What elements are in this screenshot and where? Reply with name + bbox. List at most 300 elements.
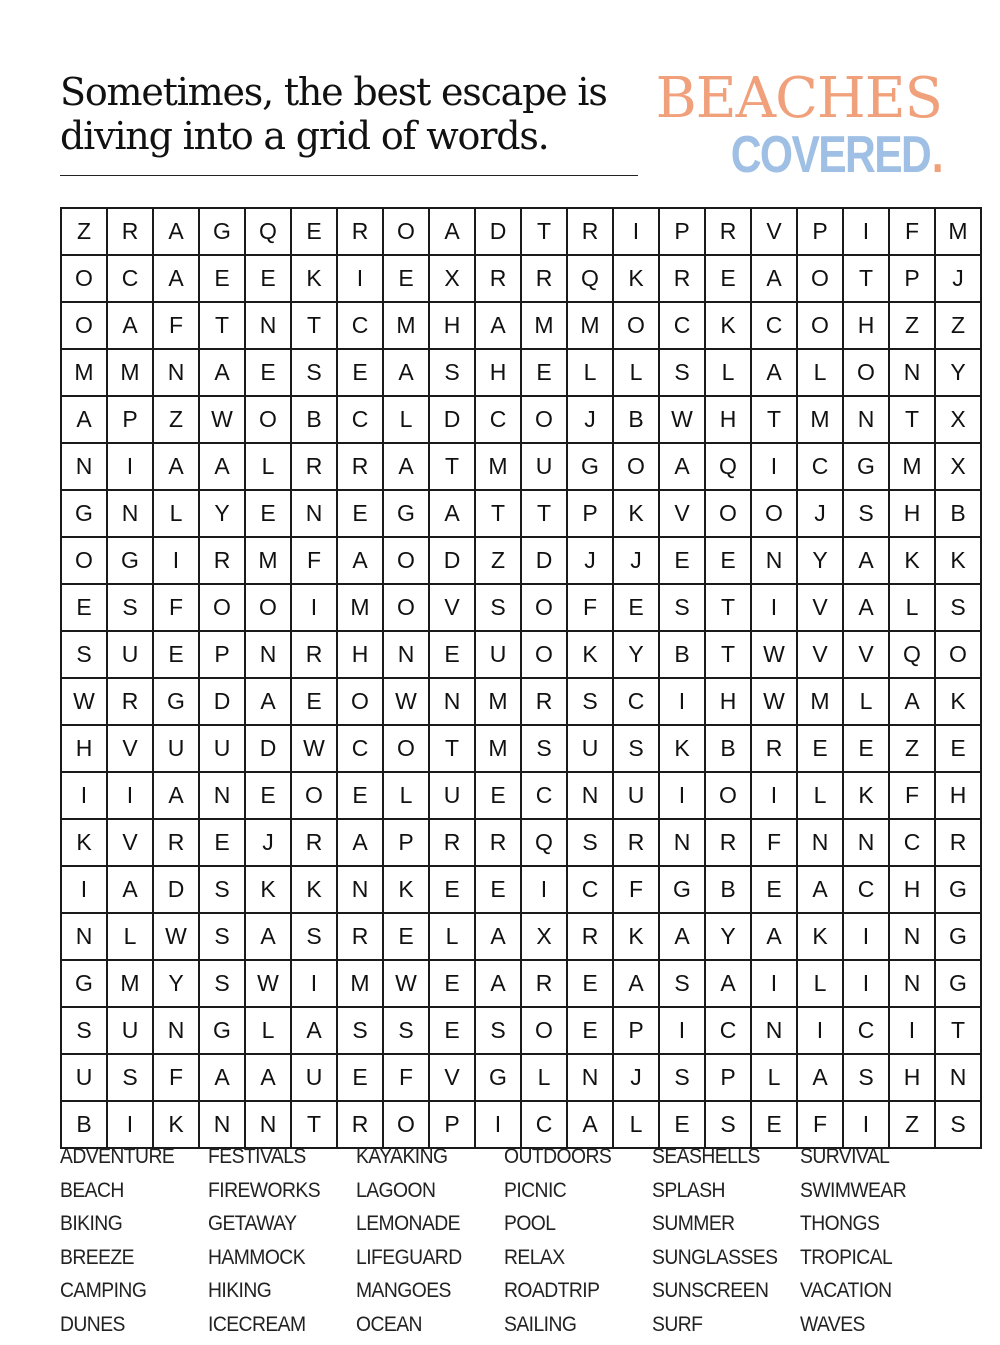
- grid-cell[interactable]: L: [613, 349, 659, 396]
- grid-cell[interactable]: S: [337, 1007, 383, 1054]
- grid-cell[interactable]: R: [337, 913, 383, 960]
- grid-cell[interactable]: H: [889, 490, 935, 537]
- grid-cell[interactable]: W: [751, 631, 797, 678]
- grid-cell[interactable]: S: [659, 960, 705, 1007]
- grid-cell[interactable]: P: [107, 396, 153, 443]
- grid-cell[interactable]: B: [613, 396, 659, 443]
- grid-cell[interactable]: A: [245, 913, 291, 960]
- grid-cell[interactable]: R: [705, 208, 751, 255]
- grid-cell[interactable]: E: [429, 631, 475, 678]
- grid-cell[interactable]: L: [797, 772, 843, 819]
- grid-cell[interactable]: K: [889, 537, 935, 584]
- grid-cell[interactable]: N: [337, 866, 383, 913]
- grid-cell[interactable]: R: [659, 255, 705, 302]
- grid-cell[interactable]: A: [199, 349, 245, 396]
- grid-cell[interactable]: E: [797, 725, 843, 772]
- grid-cell[interactable]: M: [567, 302, 613, 349]
- grid-cell[interactable]: N: [659, 819, 705, 866]
- grid-cell[interactable]: M: [337, 960, 383, 1007]
- grid-cell[interactable]: L: [245, 1007, 291, 1054]
- grid-cell[interactable]: E: [245, 255, 291, 302]
- grid-cell[interactable]: A: [751, 349, 797, 396]
- grid-cell[interactable]: O: [337, 678, 383, 725]
- grid-cell[interactable]: E: [659, 1101, 705, 1148]
- grid-cell[interactable]: G: [843, 443, 889, 490]
- grid-cell[interactable]: E: [337, 349, 383, 396]
- grid-cell[interactable]: S: [475, 584, 521, 631]
- grid-cell[interactable]: Y: [705, 913, 751, 960]
- grid-cell[interactable]: I: [659, 678, 705, 725]
- grid-cell[interactable]: V: [751, 208, 797, 255]
- grid-cell[interactable]: K: [61, 819, 107, 866]
- grid-cell[interactable]: R: [751, 725, 797, 772]
- grid-cell[interactable]: E: [659, 537, 705, 584]
- grid-cell[interactable]: P: [199, 631, 245, 678]
- grid-cell[interactable]: B: [935, 490, 981, 537]
- grid-cell[interactable]: R: [475, 819, 521, 866]
- grid-cell[interactable]: N: [199, 1101, 245, 1148]
- grid-cell[interactable]: E: [383, 255, 429, 302]
- grid-cell[interactable]: A: [337, 537, 383, 584]
- grid-cell[interactable]: T: [199, 302, 245, 349]
- grid-cell[interactable]: E: [153, 631, 199, 678]
- grid-cell[interactable]: O: [797, 255, 843, 302]
- grid-cell[interactable]: C: [337, 396, 383, 443]
- grid-cell[interactable]: R: [107, 208, 153, 255]
- grid-cell[interactable]: N: [567, 1054, 613, 1101]
- grid-cell[interactable]: N: [245, 631, 291, 678]
- grid-cell[interactable]: O: [61, 537, 107, 584]
- grid-cell[interactable]: K: [935, 678, 981, 725]
- grid-cell[interactable]: J: [797, 490, 843, 537]
- grid-cell[interactable]: I: [291, 960, 337, 1007]
- grid-cell[interactable]: S: [199, 960, 245, 1007]
- grid-cell[interactable]: L: [889, 584, 935, 631]
- grid-cell[interactable]: H: [935, 772, 981, 819]
- grid-cell[interactable]: R: [153, 819, 199, 866]
- grid-cell[interactable]: M: [797, 678, 843, 725]
- grid-cell[interactable]: I: [843, 913, 889, 960]
- grid-cell[interactable]: W: [61, 678, 107, 725]
- grid-cell[interactable]: E: [199, 255, 245, 302]
- grid-cell[interactable]: M: [935, 208, 981, 255]
- grid-cell[interactable]: K: [797, 913, 843, 960]
- grid-cell[interactable]: A: [797, 866, 843, 913]
- grid-cell[interactable]: S: [843, 490, 889, 537]
- grid-cell[interactable]: M: [797, 396, 843, 443]
- grid-cell[interactable]: C: [567, 866, 613, 913]
- grid-cell[interactable]: E: [337, 1054, 383, 1101]
- grid-cell[interactable]: L: [751, 1054, 797, 1101]
- grid-cell[interactable]: T: [935, 1007, 981, 1054]
- grid-cell[interactable]: A: [383, 443, 429, 490]
- grid-cell[interactable]: F: [153, 584, 199, 631]
- grid-cell[interactable]: J: [935, 255, 981, 302]
- grid-cell[interactable]: N: [889, 349, 935, 396]
- grid-cell[interactable]: C: [843, 866, 889, 913]
- grid-cell[interactable]: W: [383, 678, 429, 725]
- grid-cell[interactable]: B: [705, 725, 751, 772]
- grid-cell[interactable]: C: [475, 396, 521, 443]
- grid-cell[interactable]: F: [889, 208, 935, 255]
- grid-cell[interactable]: I: [843, 960, 889, 1007]
- grid-cell[interactable]: A: [383, 349, 429, 396]
- grid-cell[interactable]: A: [797, 1054, 843, 1101]
- grid-cell[interactable]: W: [199, 396, 245, 443]
- grid-cell[interactable]: Y: [797, 537, 843, 584]
- grid-cell[interactable]: L: [843, 678, 889, 725]
- grid-cell[interactable]: N: [429, 678, 475, 725]
- grid-cell[interactable]: R: [567, 208, 613, 255]
- grid-cell[interactable]: U: [475, 631, 521, 678]
- grid-cell[interactable]: T: [291, 1101, 337, 1148]
- grid-cell[interactable]: I: [61, 866, 107, 913]
- grid-cell[interactable]: I: [291, 584, 337, 631]
- grid-cell[interactable]: I: [107, 1101, 153, 1148]
- grid-cell[interactable]: G: [935, 913, 981, 960]
- grid-cell[interactable]: E: [291, 678, 337, 725]
- grid-cell[interactable]: I: [751, 584, 797, 631]
- grid-cell[interactable]: V: [797, 584, 843, 631]
- grid-cell[interactable]: K: [291, 866, 337, 913]
- grid-cell[interactable]: H: [61, 725, 107, 772]
- grid-cell[interactable]: U: [291, 1054, 337, 1101]
- grid-cell[interactable]: A: [245, 678, 291, 725]
- grid-cell[interactable]: V: [429, 1054, 475, 1101]
- grid-cell[interactable]: I: [843, 1101, 889, 1148]
- grid-cell[interactable]: N: [153, 349, 199, 396]
- grid-cell[interactable]: B: [61, 1101, 107, 1148]
- grid-cell[interactable]: B: [705, 866, 751, 913]
- grid-cell[interactable]: X: [429, 255, 475, 302]
- grid-cell[interactable]: E: [751, 866, 797, 913]
- grid-cell[interactable]: O: [705, 490, 751, 537]
- grid-cell[interactable]: C: [613, 678, 659, 725]
- grid-cell[interactable]: N: [797, 819, 843, 866]
- grid-cell[interactable]: P: [567, 490, 613, 537]
- grid-cell[interactable]: S: [659, 584, 705, 631]
- grid-cell[interactable]: A: [245, 1054, 291, 1101]
- grid-cell[interactable]: A: [107, 866, 153, 913]
- grid-cell[interactable]: S: [199, 866, 245, 913]
- grid-cell[interactable]: E: [521, 349, 567, 396]
- grid-cell[interactable]: A: [889, 678, 935, 725]
- grid-cell[interactable]: R: [613, 819, 659, 866]
- grid-cell[interactable]: G: [567, 443, 613, 490]
- grid-cell[interactable]: R: [291, 819, 337, 866]
- grid-cell[interactable]: O: [935, 631, 981, 678]
- grid-cell[interactable]: M: [107, 349, 153, 396]
- grid-cell[interactable]: E: [337, 772, 383, 819]
- grid-cell[interactable]: R: [521, 255, 567, 302]
- grid-cell[interactable]: V: [107, 725, 153, 772]
- grid-cell[interactable]: O: [521, 631, 567, 678]
- grid-cell[interactable]: W: [751, 678, 797, 725]
- grid-cell[interactable]: M: [245, 537, 291, 584]
- grid-cell[interactable]: S: [659, 349, 705, 396]
- grid-cell[interactable]: F: [153, 302, 199, 349]
- grid-cell[interactable]: P: [889, 255, 935, 302]
- grid-cell[interactable]: T: [521, 490, 567, 537]
- grid-cell[interactable]: S: [61, 631, 107, 678]
- grid-cell[interactable]: K: [613, 913, 659, 960]
- grid-cell[interactable]: R: [337, 208, 383, 255]
- grid-cell[interactable]: I: [659, 1007, 705, 1054]
- grid-cell[interactable]: K: [567, 631, 613, 678]
- grid-cell[interactable]: R: [567, 913, 613, 960]
- grid-cell[interactable]: X: [935, 396, 981, 443]
- grid-cell[interactable]: T: [751, 396, 797, 443]
- grid-cell[interactable]: V: [107, 819, 153, 866]
- grid-cell[interactable]: N: [61, 913, 107, 960]
- grid-cell[interactable]: R: [705, 819, 751, 866]
- grid-cell[interactable]: K: [613, 490, 659, 537]
- grid-cell[interactable]: M: [889, 443, 935, 490]
- grid-cell[interactable]: N: [61, 443, 107, 490]
- grid-cell[interactable]: Y: [613, 631, 659, 678]
- grid-cell[interactable]: N: [935, 1054, 981, 1101]
- grid-cell[interactable]: A: [843, 537, 889, 584]
- grid-cell[interactable]: C: [107, 255, 153, 302]
- grid-cell[interactable]: G: [475, 1054, 521, 1101]
- grid-cell[interactable]: S: [705, 1101, 751, 1148]
- grid-cell[interactable]: D: [521, 537, 567, 584]
- grid-cell[interactable]: I: [613, 208, 659, 255]
- grid-cell[interactable]: E: [245, 349, 291, 396]
- grid-cell[interactable]: I: [889, 1007, 935, 1054]
- grid-cell[interactable]: C: [705, 1007, 751, 1054]
- grid-cell[interactable]: O: [383, 725, 429, 772]
- grid-cell[interactable]: S: [291, 913, 337, 960]
- grid-cell[interactable]: G: [153, 678, 199, 725]
- grid-cell[interactable]: H: [337, 631, 383, 678]
- grid-cell[interactable]: S: [107, 584, 153, 631]
- grid-cell[interactable]: A: [153, 255, 199, 302]
- grid-cell[interactable]: Z: [475, 537, 521, 584]
- grid-cell[interactable]: U: [199, 725, 245, 772]
- grid-cell[interactable]: F: [889, 772, 935, 819]
- grid-cell[interactable]: P: [613, 1007, 659, 1054]
- grid-cell[interactable]: O: [521, 396, 567, 443]
- grid-cell[interactable]: I: [659, 772, 705, 819]
- grid-cell[interactable]: A: [153, 208, 199, 255]
- grid-cell[interactable]: P: [705, 1054, 751, 1101]
- grid-cell[interactable]: E: [751, 1101, 797, 1148]
- grid-cell[interactable]: V: [843, 631, 889, 678]
- grid-cell[interactable]: I: [843, 208, 889, 255]
- grid-cell[interactable]: J: [567, 537, 613, 584]
- grid-cell[interactable]: W: [291, 725, 337, 772]
- grid-cell[interactable]: F: [153, 1054, 199, 1101]
- grid-cell[interactable]: E: [337, 490, 383, 537]
- grid-cell[interactable]: A: [107, 302, 153, 349]
- grid-cell[interactable]: D: [429, 396, 475, 443]
- grid-cell[interactable]: Z: [889, 1101, 935, 1148]
- grid-cell[interactable]: V: [429, 584, 475, 631]
- grid-cell[interactable]: S: [199, 913, 245, 960]
- grid-cell[interactable]: M: [475, 725, 521, 772]
- grid-cell[interactable]: L: [797, 960, 843, 1007]
- grid-cell[interactable]: G: [107, 537, 153, 584]
- grid-cell[interactable]: O: [61, 255, 107, 302]
- grid-cell[interactable]: I: [797, 1007, 843, 1054]
- grid-cell[interactable]: Q: [705, 443, 751, 490]
- grid-cell[interactable]: H: [843, 302, 889, 349]
- grid-cell[interactable]: T: [705, 631, 751, 678]
- grid-cell[interactable]: E: [199, 819, 245, 866]
- grid-cell[interactable]: U: [107, 631, 153, 678]
- grid-cell[interactable]: R: [475, 255, 521, 302]
- grid-cell[interactable]: L: [107, 913, 153, 960]
- grid-cell[interactable]: R: [337, 443, 383, 490]
- grid-cell[interactable]: Q: [521, 819, 567, 866]
- grid-cell[interactable]: F: [291, 537, 337, 584]
- grid-cell[interactable]: R: [291, 443, 337, 490]
- grid-cell[interactable]: T: [429, 443, 475, 490]
- grid-cell[interactable]: N: [245, 302, 291, 349]
- grid-cell[interactable]: O: [291, 772, 337, 819]
- grid-cell[interactable]: O: [383, 584, 429, 631]
- grid-cell[interactable]: C: [521, 1101, 567, 1148]
- grid-cell[interactable]: G: [659, 866, 705, 913]
- grid-cell[interactable]: A: [337, 819, 383, 866]
- grid-cell[interactable]: O: [751, 490, 797, 537]
- grid-cell[interactable]: B: [659, 631, 705, 678]
- grid-cell[interactable]: P: [797, 208, 843, 255]
- grid-cell[interactable]: A: [153, 443, 199, 490]
- grid-cell[interactable]: R: [935, 819, 981, 866]
- grid-cell[interactable]: Z: [935, 302, 981, 349]
- grid-cell[interactable]: L: [383, 772, 429, 819]
- grid-cell[interactable]: G: [61, 490, 107, 537]
- grid-cell[interactable]: M: [337, 584, 383, 631]
- grid-cell[interactable]: E: [291, 208, 337, 255]
- grid-cell[interactable]: A: [659, 913, 705, 960]
- grid-cell[interactable]: N: [843, 396, 889, 443]
- grid-cell[interactable]: U: [429, 772, 475, 819]
- grid-cell[interactable]: A: [429, 208, 475, 255]
- grid-cell[interactable]: M: [521, 302, 567, 349]
- grid-cell[interactable]: V: [797, 631, 843, 678]
- grid-cell[interactable]: Q: [567, 255, 613, 302]
- grid-cell[interactable]: N: [245, 1101, 291, 1148]
- grid-cell[interactable]: C: [797, 443, 843, 490]
- grid-cell[interactable]: N: [567, 772, 613, 819]
- grid-cell[interactable]: O: [843, 349, 889, 396]
- grid-cell[interactable]: C: [751, 302, 797, 349]
- grid-cell[interactable]: E: [613, 584, 659, 631]
- grid-cell[interactable]: U: [107, 1007, 153, 1054]
- grid-cell[interactable]: S: [107, 1054, 153, 1101]
- grid-cell[interactable]: H: [705, 678, 751, 725]
- grid-cell[interactable]: F: [751, 819, 797, 866]
- grid-cell[interactable]: Y: [199, 490, 245, 537]
- grid-cell[interactable]: U: [61, 1054, 107, 1101]
- grid-cell[interactable]: E: [383, 913, 429, 960]
- grid-cell[interactable]: M: [107, 960, 153, 1007]
- grid-cell[interactable]: I: [107, 772, 153, 819]
- grid-cell[interactable]: T: [475, 490, 521, 537]
- grid-cell[interactable]: C: [843, 1007, 889, 1054]
- grid-cell[interactable]: L: [797, 349, 843, 396]
- grid-cell[interactable]: K: [843, 772, 889, 819]
- grid-cell[interactable]: L: [521, 1054, 567, 1101]
- grid-cell[interactable]: T: [521, 208, 567, 255]
- grid-cell[interactable]: R: [429, 819, 475, 866]
- grid-cell[interactable]: E: [429, 866, 475, 913]
- grid-cell[interactable]: I: [153, 537, 199, 584]
- grid-cell[interactable]: G: [61, 960, 107, 1007]
- grid-cell[interactable]: M: [475, 443, 521, 490]
- grid-cell[interactable]: T: [291, 302, 337, 349]
- grid-cell[interactable]: W: [659, 396, 705, 443]
- grid-cell[interactable]: J: [613, 1054, 659, 1101]
- grid-cell[interactable]: A: [475, 913, 521, 960]
- grid-cell[interactable]: L: [613, 1101, 659, 1148]
- grid-cell[interactable]: I: [751, 960, 797, 1007]
- grid-cell[interactable]: R: [291, 631, 337, 678]
- grid-cell[interactable]: Q: [245, 208, 291, 255]
- grid-cell[interactable]: J: [613, 537, 659, 584]
- grid-cell[interactable]: O: [521, 1007, 567, 1054]
- grid-cell[interactable]: E: [475, 866, 521, 913]
- grid-cell[interactable]: E: [567, 1007, 613, 1054]
- grid-cell[interactable]: O: [383, 1101, 429, 1148]
- grid-cell[interactable]: D: [245, 725, 291, 772]
- grid-cell[interactable]: G: [935, 866, 981, 913]
- grid-cell[interactable]: A: [567, 1101, 613, 1148]
- grid-cell[interactable]: E: [567, 960, 613, 1007]
- grid-cell[interactable]: B: [291, 396, 337, 443]
- grid-cell[interactable]: A: [751, 913, 797, 960]
- grid-cell[interactable]: Y: [153, 960, 199, 1007]
- grid-cell[interactable]: K: [383, 866, 429, 913]
- grid-cell[interactable]: C: [337, 725, 383, 772]
- grid-cell[interactable]: T: [889, 396, 935, 443]
- grid-cell[interactable]: Z: [153, 396, 199, 443]
- grid-cell[interactable]: N: [291, 490, 337, 537]
- grid-cell[interactable]: N: [889, 960, 935, 1007]
- grid-cell[interactable]: S: [429, 349, 475, 396]
- grid-cell[interactable]: M: [475, 678, 521, 725]
- grid-cell[interactable]: R: [107, 678, 153, 725]
- grid-cell[interactable]: N: [383, 631, 429, 678]
- grid-cell[interactable]: E: [245, 490, 291, 537]
- grid-cell[interactable]: X: [521, 913, 567, 960]
- grid-cell[interactable]: E: [429, 960, 475, 1007]
- grid-cell[interactable]: A: [291, 1007, 337, 1054]
- grid-cell[interactable]: D: [475, 208, 521, 255]
- grid-cell[interactable]: U: [153, 725, 199, 772]
- grid-cell[interactable]: I: [751, 443, 797, 490]
- grid-cell[interactable]: M: [383, 302, 429, 349]
- grid-cell[interactable]: O: [245, 396, 291, 443]
- grid-cell[interactable]: K: [935, 537, 981, 584]
- grid-cell[interactable]: C: [659, 302, 705, 349]
- grid-cell[interactable]: V: [659, 490, 705, 537]
- grid-cell[interactable]: I: [107, 443, 153, 490]
- grid-cell[interactable]: K: [705, 302, 751, 349]
- grid-cell[interactable]: O: [797, 302, 843, 349]
- grid-cell[interactable]: A: [61, 396, 107, 443]
- grid-cell[interactable]: Z: [889, 725, 935, 772]
- grid-cell[interactable]: F: [567, 584, 613, 631]
- grid-cell[interactable]: E: [61, 584, 107, 631]
- grid-cell[interactable]: D: [153, 866, 199, 913]
- grid-cell[interactable]: R: [199, 537, 245, 584]
- grid-cell[interactable]: E: [429, 1007, 475, 1054]
- grid-cell[interactable]: C: [521, 772, 567, 819]
